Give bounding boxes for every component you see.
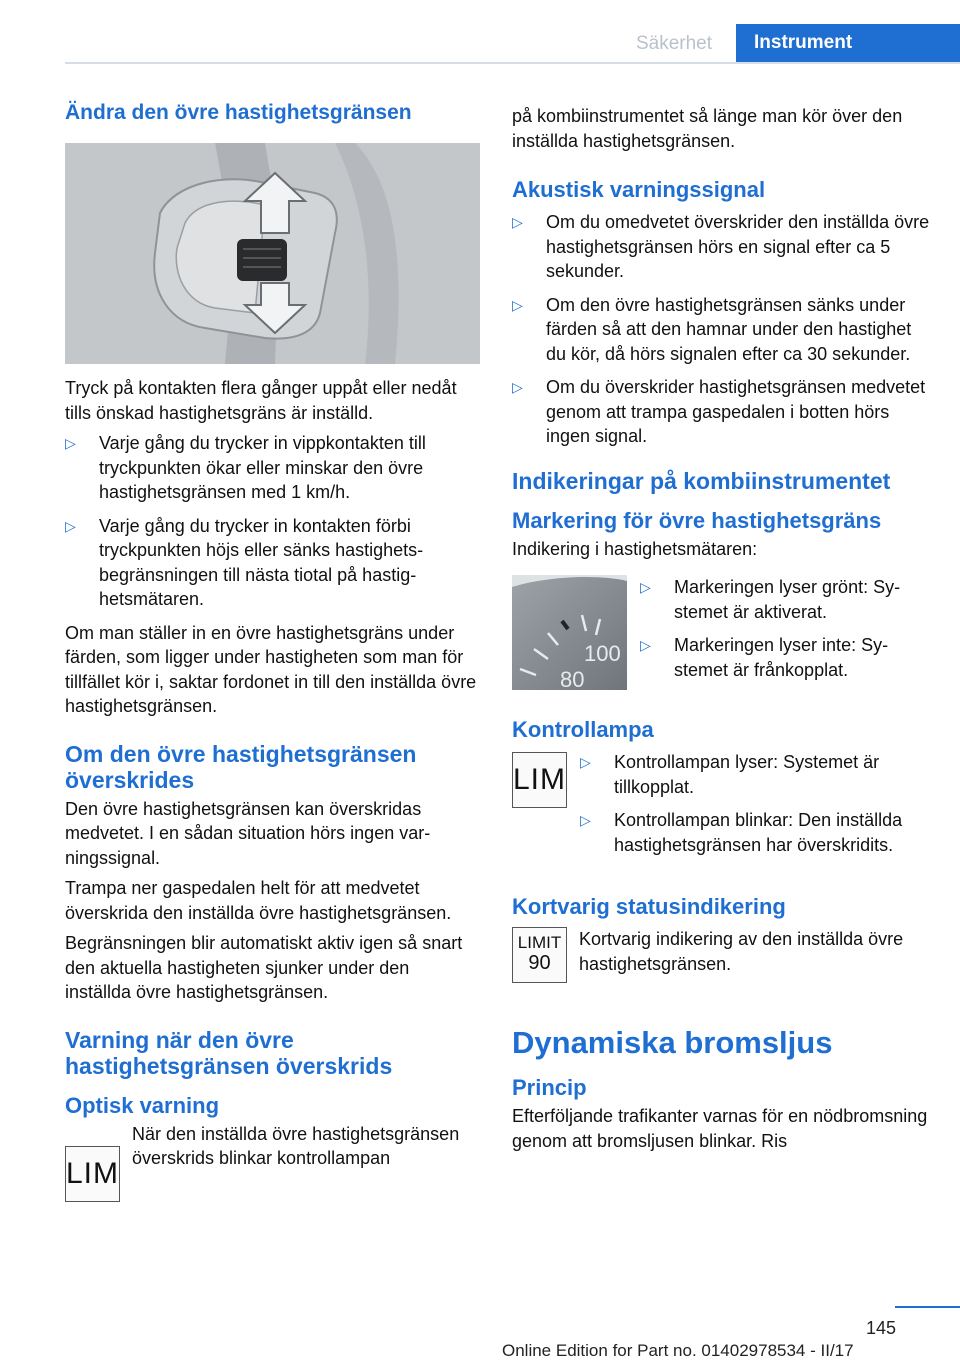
para-optical: När den inställda övre hastighetsgränsen överskrids blinkar kontrollampan	[132, 1123, 460, 1168]
para-principle: Efterföljande trafikanter varnas för en nödbromsning genom att bromsljusen blinkar. Ris	[512, 1106, 928, 1151]
para-marking: Indikering i hastighetsmätaren:	[512, 538, 758, 559]
right-column	[512, 104, 932, 1159]
triangle-bullet-icon: ▷	[512, 379, 523, 395]
optical-warning-row	[65, 1122, 480, 1202]
para-exceed-2: Trampa ner gaspedalen helt för att medvetet överskrida den inställda övre hastighetsgränsen.	[65, 878, 452, 923]
heading-warning: Varning när den övre hastighetsgränsen överskrids	[65, 1026, 393, 1079]
list-item: ▷ Kontrollampan lyser: Systemet är tillkopplat.	[580, 752, 880, 797]
heading-principle: Princip	[512, 1075, 587, 1100]
tab-instrument[interactable]: Instrument	[736, 24, 960, 62]
marking-row	[512, 575, 932, 697]
triangle-bullet-icon: ▷	[65, 435, 76, 451]
para-status: Kortvarig indikering av den inställda övre hastighetsgränsen.	[579, 929, 904, 974]
lim-indicator-icon: LIM	[65, 1146, 120, 1202]
tab-sakerhet[interactable]: Säkerhet	[635, 33, 713, 54]
limit-label: LIMIT	[517, 933, 562, 952]
left-column	[65, 100, 480, 1202]
limit-value: 90	[528, 952, 551, 974]
steering-wheel-switch-figure	[65, 143, 480, 364]
control-lamp-row	[512, 750, 932, 872]
list-marking	[640, 575, 932, 691]
para-exceed-3: Begränsningen blir automatiskt aktiv igen så snart den aktuella hastigheten sjunker under den inställda övre hastighetsgränsen.	[65, 933, 463, 1002]
triangle-bullet-icon: ▷	[580, 754, 591, 770]
para-continue: på kombiinstrumentet så länge man kör över den inställda hastighetsgränsen.	[512, 106, 903, 151]
list-item: ▷ Varje gång du trycker in kontakten förbi tryckpunkten höjs eller sänks hastighetsbegränsningen till nästa tiotal på hastighetsmätaren.	[65, 515, 424, 609]
list-item: ▷ Om du överskrider hastighetsgränsen medvetet genom att trampa gaspedalen i botten hörs ingen signal.	[512, 377, 926, 446]
heading-marking: Markering för övre hastighetsgräns	[512, 507, 882, 533]
limit-90-indicator-icon	[512, 927, 567, 983]
footer-rule	[895, 1306, 960, 1308]
list-item: ▷ Varje gång du trycker in vippkontakten till tryckpunkten ökar eller minskar den övre hastighetsgränsen med 1 km/h.	[65, 433, 426, 502]
list-item: ▷ Om du omedvetet överskrider den inställda övre hastighetsgränsen hörs en signal efter ca 5 sekunder.	[512, 212, 930, 281]
heading-indicators: Indikeringar på kombiinstrumentet	[512, 467, 891, 494]
list-acoustic	[512, 210, 932, 449]
list-control-lamp	[580, 750, 932, 866]
speedo-label-100: 100	[584, 641, 621, 666]
triangle-bullet-icon: ▷	[640, 579, 651, 595]
page-number: 145	[866, 1318, 897, 1338]
para-set-while-driving: Om man ställer in en övre hastighetsgräns under färden, som ligger under hastigheten som man för tillfället kör i, saktar fordonet in till den inställda övre hastighetsgränsen.	[65, 622, 477, 716]
list-item: ▷ Markeringen lyser inte: Systemet är frånkopplat.	[640, 635, 889, 680]
lim-indicator-icon: LIM	[512, 752, 567, 808]
heading-status: Kortvarig statusindikering	[512, 894, 786, 919]
triangle-bullet-icon: ▷	[512, 296, 523, 313]
list-switch	[65, 431, 480, 612]
heading-dynamic-brake-lights: Dynamiska bromsljus	[512, 1025, 833, 1060]
header-rule	[65, 62, 960, 64]
speedo-label-80: 80	[560, 667, 585, 690]
list-item: ▷ Markeringen lyser grönt: Systemet är aktiverat.	[640, 577, 901, 622]
triangle-bullet-icon: ▷	[65, 517, 76, 534]
triangle-bullet-icon: ▷	[580, 812, 591, 828]
heading-optical-warning: Optisk varning	[65, 1092, 220, 1118]
triangle-bullet-icon: ▷	[640, 637, 651, 653]
heading-exceeded: Om den övre hastighetsgränsen överskrides	[65, 740, 417, 793]
heading-change-limit: Ändra den övre hastighetsgränsen	[65, 101, 412, 124]
list-item: ▷ Om den övre hastighetsgränsen sänks under färden så att den hamnar under den hastighet du kör, då hörs signalen efter ca 30 sekunder.	[512, 294, 912, 364]
heading-acoustic: Akustisk varningssignal	[512, 177, 766, 202]
heading-control-lamp: Kontrollampa	[512, 717, 654, 742]
list-item: ▷ Kontrollampan blinkar: Den inställda hastighetsgränsen har överskridits.	[580, 810, 903, 855]
speedometer-figure	[512, 575, 627, 690]
para-press: Tryck på kontakten flera gånger uppåt eller nedåt tills önskad hastighetsgräns är inställd.	[65, 378, 457, 423]
edition-footer: Online Edition for Part no. 01402978534 - II/17	[502, 1341, 854, 1360]
status-row	[512, 927, 932, 983]
triangle-bullet-icon: ▷	[512, 214, 523, 230]
para-exceed-1: Den övre hastighetsgränsen kan överskridas medvetet. I en sådan situation hörs ingen varningssignal.	[65, 798, 431, 868]
